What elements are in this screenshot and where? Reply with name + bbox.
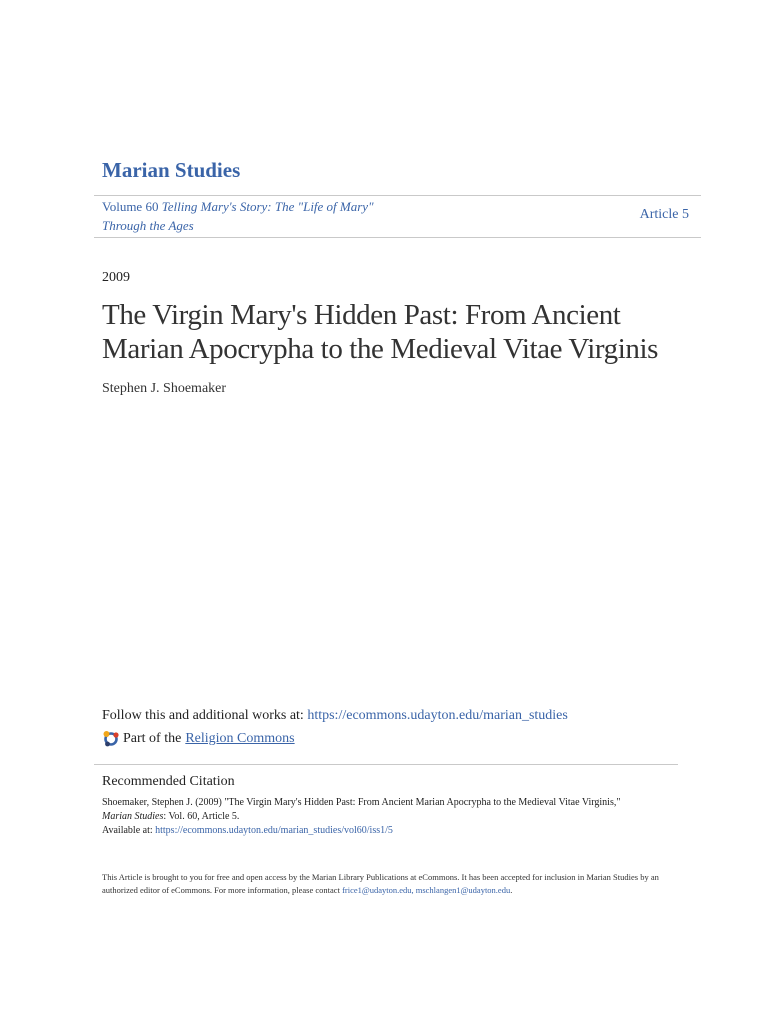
issue-title-line1[interactable]: Telling Mary's Story: The "Life of Mary" <box>161 199 374 214</box>
author-name: Stephen J. Shoemaker <box>102 381 227 396</box>
issue-title-line2[interactable]: Through the Ages <box>102 218 194 233</box>
citation-volume: : Vol. 60, Article 5. <box>163 811 240 822</box>
available-link[interactable]: https://ecommons.udayton.edu/marian_studies/vol60/iss1/5 <box>155 825 393 836</box>
title-line1: The Virgin Mary's Hidden Past: From Ancient <box>102 299 621 331</box>
contact-email-link[interactable]: frice1@udayton.edu, mschlangen1@udayton.edu <box>342 885 511 895</box>
title-line2: Marian Apocrypha to the Medieval Vitae Virginis <box>102 333 658 365</box>
follow-link[interactable]: https://ecommons.udayton.edu/marian_studies <box>307 708 568 723</box>
header-bottom-divider <box>94 237 701 238</box>
volume-info[interactable] <box>102 197 432 235</box>
footer-end: . <box>510 885 513 895</box>
religion-commons-link[interactable]: Religion Commons <box>185 731 295 746</box>
follow-line <box>102 708 568 724</box>
citation-body <box>102 796 682 838</box>
top-divider <box>94 195 701 196</box>
article-title <box>102 298 702 366</box>
article-number[interactable]: Article 5 <box>639 207 689 222</box>
footer-note <box>102 871 672 897</box>
part-of-line <box>102 730 295 748</box>
available-label: Available at: <box>102 825 156 836</box>
citation-journal: Marian Studies <box>102 811 164 822</box>
journal-title[interactable]: Marian Studies <box>102 158 241 182</box>
network-commons-icon <box>102 730 120 748</box>
follow-text: Follow this and additional works at: <box>102 708 308 723</box>
publication-year: 2009 <box>102 270 130 285</box>
part-of-text: Part of the <box>123 731 182 746</box>
citation-divider <box>94 764 678 765</box>
citation-line1: Shoemaker, Stephen J. (2009) "The Virgin Mary's Hidden Past: From Ancient Marian Apocrypha to the Medieval Vitae Virginis," <box>102 797 621 808</box>
footer-text: This Article is brought to you for free and open access by the Marian Library Publications at eCommons. It has been accepted for inclusion in Marian Studies by an authorized editor of eCommons. For more information, please contact <box>102 872 659 895</box>
recommended-citation-heading: Recommended Citation <box>102 774 235 789</box>
volume-label[interactable]: Volume 60 <box>102 199 159 214</box>
